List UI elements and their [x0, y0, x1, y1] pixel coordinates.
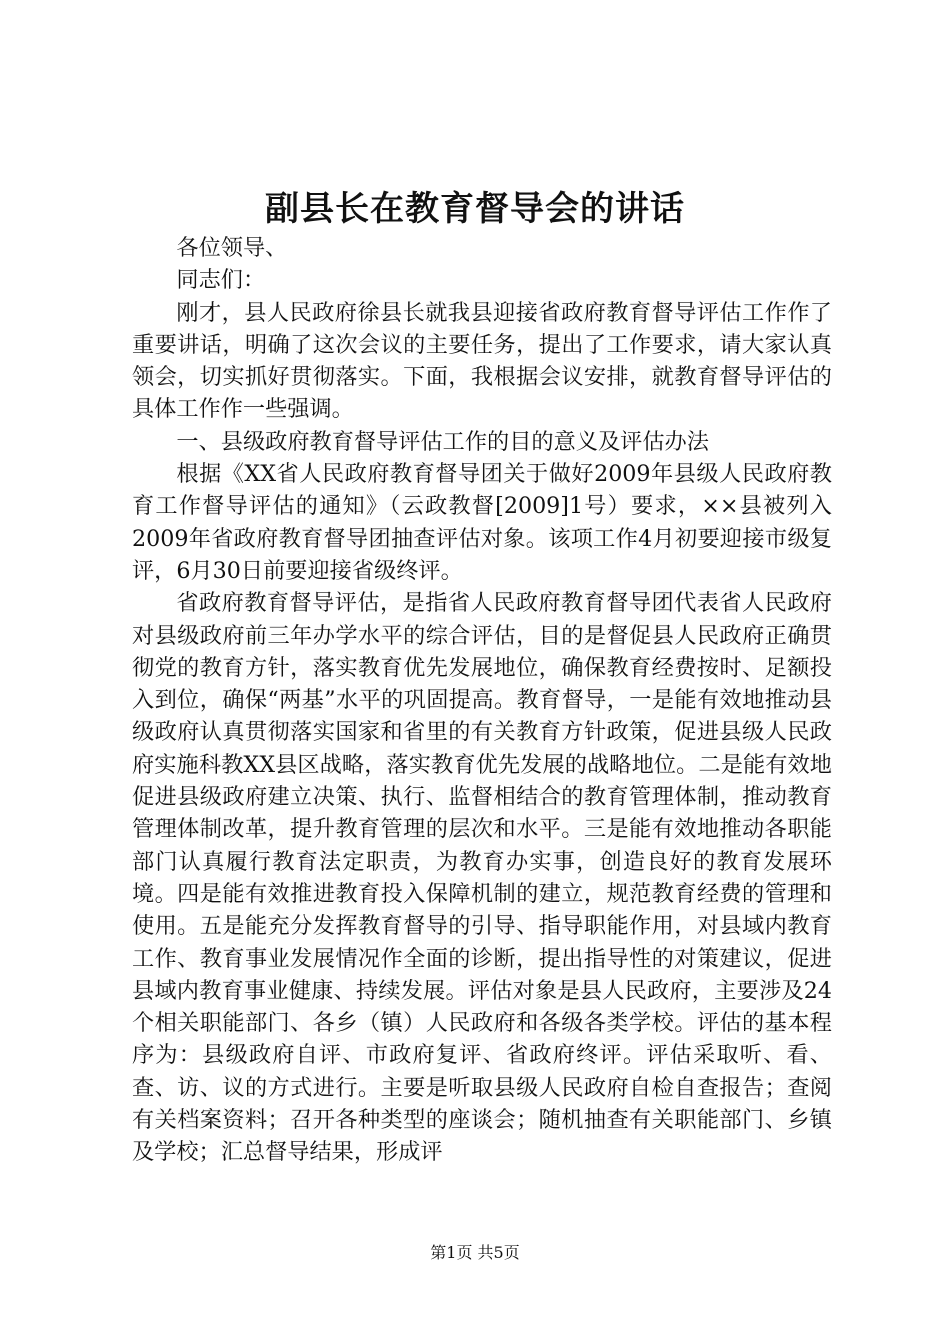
- document-title: 副县长在教育督导会的讲话: [265, 189, 685, 229]
- paragraph-intro: 刚才，县人民政府徐县长就我县迎接省政府教育督导评估工作作了重要讲话，明确了这次会议的主要任务，提出了工作要求，请大家认真领会，切实抓好贯彻落实。下面，我根据会议安排，就教育督导评估的具体工作作一些强调。: [132, 299, 832, 423]
- salutation-comrades: 同志们：: [176, 267, 266, 294]
- page-number-footer: 第1页 共5页: [430, 1243, 520, 1262]
- section-heading-1: 一、县级政府教育督导评估工作的目的意义及评估办法: [176, 428, 709, 455]
- paragraph-evaluation: 省政府教育督导评估，是指省人民政府教育督导团代表省人民政府对县级政府前三年办学水平的综合评估，目的是督促县人民政府正确贯彻党的教育方针，落实教育优先发展地位，确保教育经费按时、足额投入到位，确保“两基”水平的巩固提高。教育督导，一是能有效地推动县级政府认真贯彻落实国家和省里的有关教育方针政策，促进县级人民政府实施科教XX县区战略，落实教育优先发展的战略地位。二是能有效地促进县级政府建立决策、执行、监督相结合的教育管理体制，推动教育管理体制改革，提升教育管理的层次和水平。三是能有效地推动各职能部门认真履行教育法定职责，为教育办实事，创造良好的教育发展环境。四是能有效推进教育投入保障机制的建立，规范教育经费的管理和使用。五是能充分发挥教育督导的引导、指导职能作用，对县域内教育工作、教育事业发展情况作全面的诊断，提出指导性的对策建议，促进县域内教育事业健康、持续发展。评估对象是县人民政府，主要涉及24个相关职能部门、各乡（镇）人民政府和各级各类学校。评估的基本程序为：县级政府自评、市政府复评、省政府终评。评估采取听、看、查、访、议的方式进行。主要是听取县级人民政府自检自查报告；查阅有关档案资料；召开各种类型的座谈会；随机抽查有关职能部门、乡镇及学校；汇总督导结果，形成评: [132, 590, 832, 1166]
- paragraph-basis: 根据《XX省人民政府教育督导团关于做好2009年县级人民政府教育工作督导评估的通知》（云政教督[2009]1号）要求，××县被列入2009年省政府教育督导团抽查评估对象。该项工作4月初要迎接市级复评，6月30日前要迎接省级终评。: [132, 461, 832, 584]
- salutation-leaders: 各位领导、: [176, 235, 288, 261]
- document-body: [132, 232, 832, 1169]
